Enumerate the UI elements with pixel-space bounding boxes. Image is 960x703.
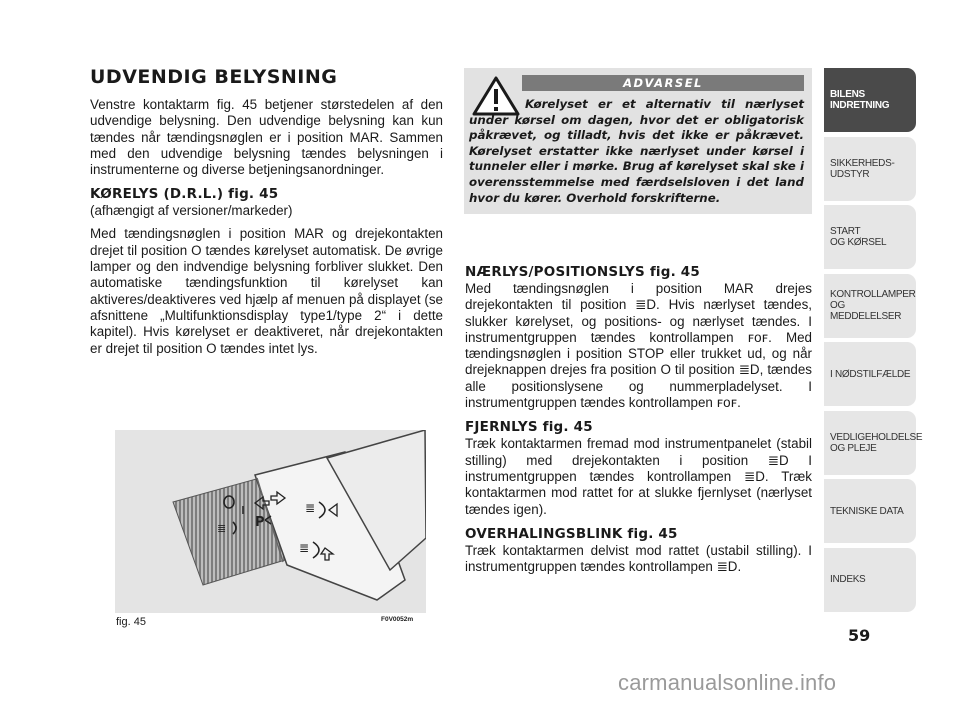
svg-text:P: P: [255, 515, 265, 530]
main-beam-paragraph: Træk kontaktarmen fremad mod instrumentpanelet (stabil stilling) med drejekontakten i position ≣D I instrumentgruppen tændes kontrollampen ≣D. Træk kontaktarmen mod rattet for at slukke fjernlyset (nærlyset tændes igen).: [465, 436, 812, 517]
intro-paragraph: Venstre kontaktarm fig. 45 betjener størstedelen af den udvendige belysning. Den udvendige belysning kan kun tændes når tændingsnøglen er i position MAR. Sammen med den udvendige belysning tændes belysningen i instrumenterne og diverse betjeningsanordninger.: [90, 97, 443, 178]
warning-label: ADVARSEL: [522, 75, 804, 91]
dipped-paragraph: Med tændingsnøglen i position MAR drejes drejekontakten til position ≣D. Hvis nærlyset tændes, slukker kørelyset, og positions- og nærlyset tændes. I instrumentgruppen tændes kontrollampen ꜰoꜰ. Med tændingsnøglen i position STOP eller trukket ud, og når drejeknappen drejes fra position O til position ≣D, tændes alle positionslysene og nummerpladelyset. I instrumentgruppen tændes kontrollampen ꜰoꜰ.: [465, 281, 812, 411]
tab-nodstilfaelde[interactable]: [824, 342, 916, 406]
tab-label: VEDLIGEHOLDELSE OG PLEJE: [830, 431, 923, 454]
watermark: carmanualsonline.info: [618, 670, 837, 695]
tab-indeks[interactable]: [824, 548, 916, 612]
drl-paragraph: Med tændingsnøglen i position MAR og drejekontakten drejet til position O tændes kørelyset automatisk. De øvrige lamper og den indvendige belysning forbliver slukket. Den automatiske tændingsfunktion til kørelyset kan aktiveres/deaktiveres ved hjælp af menuen på displayet (se afsnittene „Multifunktionsdisplay type1/type 2“ i dette kapitel). Hvis kørelyset er deaktiveret, når drejekontakten er drejet til position O tændes intet lys.: [90, 226, 443, 356]
figure-code: F0V0052m: [381, 616, 414, 623]
tab-label: KONTROLLAMPER OG MEDDELELSER: [830, 289, 916, 322]
tab-vedligeholdelse[interactable]: [824, 411, 923, 475]
tab-start-og-korsel[interactable]: [824, 205, 916, 269]
tab-label: SIKKERHEDS- UDSTYR: [830, 157, 895, 180]
main-beam-heading: FJERNLYS fig. 45: [465, 419, 593, 436]
tab-kontrollamper[interactable]: [824, 274, 916, 338]
tab-label: INDEKS: [830, 574, 866, 585]
tab-label: I NØDSTILFÆLDE: [830, 368, 911, 380]
tab-bilens-indretning[interactable]: [824, 68, 916, 132]
section-title: UDVENDIG BELYSNING: [90, 66, 338, 88]
page-number: 59: [848, 626, 871, 645]
tab-label: TEKNISKE DATA: [830, 505, 904, 517]
flash-heading: OVERHALINGSBLINK fig. 45: [465, 525, 678, 542]
dipped-heading: NÆRLYS/POSITIONSLYS fig. 45: [465, 264, 700, 280]
svg-text:≣: ≣: [217, 522, 227, 535]
left-column: [90, 66, 443, 365]
tab-label: BILENS INDRETNING: [830, 89, 890, 111]
right-column: [465, 258, 812, 583]
figure-caption: fig. 45: [116, 616, 146, 628]
flash-paragraph: Træk kontaktarmen delvist mod rattet (ustabil stilling). I instrumentgruppen tændes kontrollampen ≣D.: [465, 542, 812, 575]
drl-subheading: (afhængigt af versioner/markeder): [90, 203, 293, 219]
warning-box: [464, 68, 812, 214]
warning-text: Kørelyset er et alternativ til nærlyset under kørsel om dagen, hvor det er obligatorisk påkrævet, og tilladt, hvis det ikke er påkrævet. Kørelyset erstatter ikke nærlyset under kørsel i tunneler eller i mørke. Brug af kørelyset skal ske i overensstemmelse med færdselsloven i det land hvor du kører. Overhold forskrifterne.: [469, 97, 804, 205]
svg-text:≣: ≣: [305, 501, 316, 515]
chapter-tabs: [824, 68, 923, 616]
drl-heading: KØRELYS (D.R.L.) fig. 45: [90, 186, 279, 203]
tab-sikkerhedsudstyr[interactable]: [824, 137, 916, 201]
stalk-illustration: [115, 430, 426, 613]
tab-tekniske-data[interactable]: [824, 479, 916, 543]
tab-label: START OG KØRSEL: [830, 226, 887, 248]
svg-text:≣: ≣: [299, 541, 310, 555]
figure-45: [115, 430, 426, 613]
